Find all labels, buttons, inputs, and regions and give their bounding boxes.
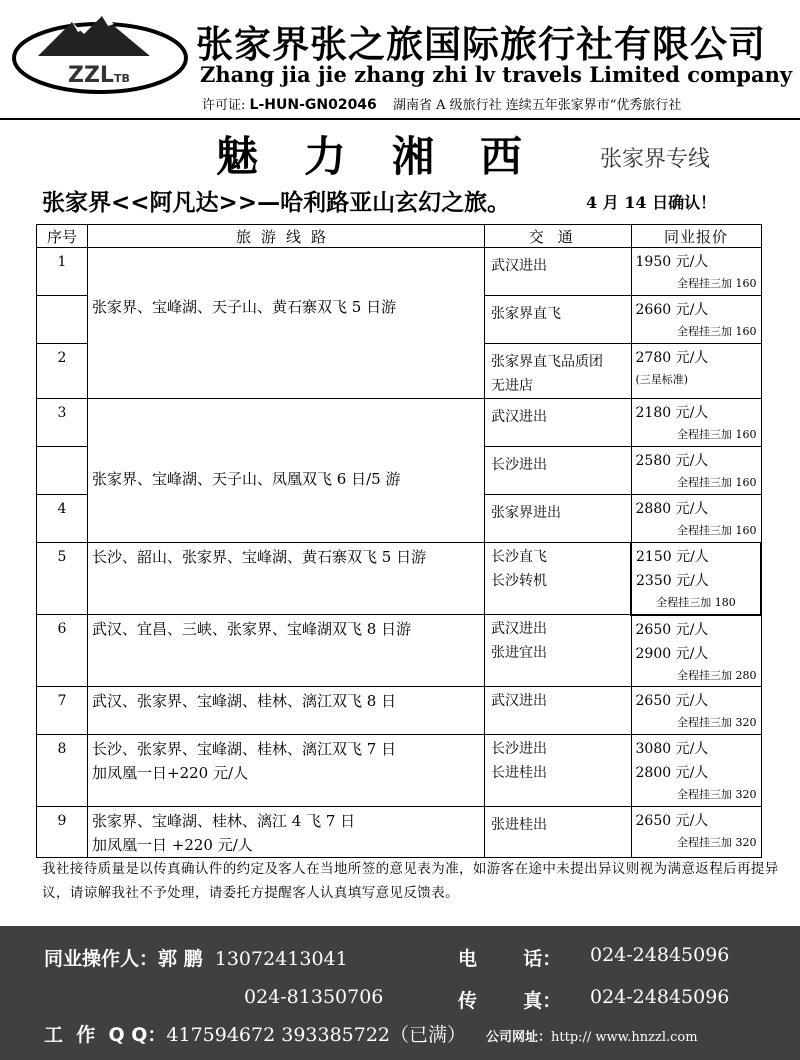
phone-number: 024-24845096	[590, 944, 730, 966]
banner-title: 魅力湘西	[216, 132, 569, 181]
price: 2880 元/人	[635, 501, 709, 517]
company-name-cn: 张家界张之旅国际旅行社有限公司	[196, 23, 766, 66]
fax-number: 024-24845096	[590, 986, 730, 1008]
row-no: 8	[57, 741, 67, 757]
price: 2650 元/人	[635, 813, 709, 829]
transport: 长沙直飞	[491, 549, 547, 565]
transport: 张家界直飞品质团	[491, 354, 603, 370]
table-row	[37, 687, 762, 735]
operator-phone-2: 024-81350706	[244, 986, 384, 1008]
operator-name: 郭 鹏	[158, 948, 203, 970]
transport: 长沙进出	[491, 457, 547, 473]
price: 2650 元/人	[635, 621, 709, 638]
table-row	[37, 248, 762, 296]
table-row	[37, 399, 762, 447]
license-label: 许可证:	[202, 98, 246, 113]
table-row	[37, 807, 762, 858]
confirm-date: 4 月 14 日确认！	[586, 193, 717, 212]
price-note: 全程挂三加 280	[677, 668, 757, 682]
route-name: 张家界、宝峰湖、桂林、漓江 4 飞 7 日	[92, 812, 356, 830]
operator-label: 同业操作人：	[44, 948, 159, 970]
qq-label: 工 作 Q Q：	[44, 1024, 167, 1046]
table-header-row	[37, 225, 762, 248]
route-name: 张家界、宝峰湖、天子山、黄石寨双飞 5 日游	[92, 298, 397, 316]
price-note: 全程挂三加 160	[677, 277, 757, 290]
price-note: 全程挂三加 320	[677, 836, 757, 849]
price: 2150 元/人	[636, 549, 709, 565]
contact-box	[0, 926, 800, 1060]
header-no: 序号	[37, 225, 88, 248]
price-note: 全程挂三加 160	[677, 325, 757, 338]
route-name: 张家界、宝峰湖、天子山、凤凰双飞 6 日/5 游	[92, 469, 401, 488]
price-note: 全程挂三加 180	[656, 596, 736, 609]
route-name: 武汉、张家界、宝峰湖、桂林、漓江双飞 8 日	[92, 692, 397, 710]
price-note: 全程挂三加 160	[677, 476, 757, 489]
transport: 张进桂出	[491, 817, 547, 833]
route-extra: 加凤凰一日 +220 元/人	[92, 836, 253, 854]
header-route: 旅游线路	[88, 225, 485, 248]
price: 2350 元/人	[636, 573, 709, 589]
logo-text: ZZL	[68, 63, 114, 88]
license-note: 湖南省 A 级旅行社 连续五年张家界市“优秀旅行社	[392, 98, 682, 113]
row-no: 3	[57, 405, 67, 421]
license-row	[202, 94, 681, 113]
row-no: 5	[57, 549, 67, 565]
price-note: (三星标准)	[635, 373, 689, 386]
company-logo	[10, 8, 190, 94]
transport: 长沙进出	[491, 741, 547, 757]
service-notice: 我社接待质量是以传真确认件的约定及客人在当地所签的意见表为准，如游客在途中未提出异议则视为满意返程后再提异议，请谅解我社不予处理，请委托方提醒客人认真填写意见反馈表。	[42, 861, 779, 901]
phone-label: 电 话：	[458, 948, 562, 970]
price-note: 全程挂三加 160	[677, 524, 757, 537]
table-row	[37, 735, 762, 807]
transport: 武汉进出	[491, 621, 547, 637]
table-row	[37, 615, 762, 687]
transport: 长沙转机	[491, 573, 547, 589]
price-note: 全程挂三加 320	[677, 788, 757, 801]
row-no: 4	[57, 501, 67, 517]
website-link[interactable]: http:// www.hnzzl.com	[551, 1030, 698, 1045]
price-note: 全程挂三加 320	[677, 716, 757, 729]
transport: 张进宜出	[491, 645, 547, 661]
price: 2800 元/人	[635, 765, 709, 781]
price: 2900 元/人	[635, 645, 709, 662]
transport: 长进桂出	[491, 765, 547, 781]
route-name: 长沙、张家界、宝峰湖、桂林、漓江双飞 7 日	[92, 740, 397, 758]
company-name-en: Zhang jia jie zhang zhi lv travels Limited company	[200, 62, 793, 87]
price: 2780 元/人	[635, 350, 709, 366]
row-no: 1	[57, 254, 67, 270]
license-code: L-HUN-GN02046	[249, 97, 377, 113]
route-name: 武汉、宜昌、三峡、张家界、宝峰湖双飞 8 日游	[92, 620, 412, 638]
fax-label: 传 真：	[458, 990, 562, 1012]
price: 2580 元/人	[635, 453, 709, 469]
tour-headline: 张家界<<阿凡达>>—哈利路亚山玄幻之旅。	[42, 190, 511, 216]
route-extra: 加凤凰一日+220 元/人	[92, 764, 249, 782]
price: 1950 元/人	[635, 254, 709, 270]
price-note: 全程挂三加 160	[677, 428, 757, 441]
route-name: 长沙、韶山、张家界、宝峰湖、黄石寨双飞 5 日游	[92, 548, 427, 566]
banner-subtitle: 张家界专线	[600, 147, 711, 172]
transport: 武汉进出	[491, 409, 547, 425]
mobile-number: 13072413041	[214, 948, 348, 970]
logo-sub: TB	[114, 72, 130, 85]
header-price: 同业报价	[631, 225, 761, 248]
website-label: 公司网址：	[486, 1030, 552, 1045]
transport: 张家界进出	[491, 505, 561, 521]
row-no: 7	[57, 693, 67, 709]
transport: 武汉进出	[491, 258, 547, 274]
row-no: 9	[57, 813, 67, 829]
qq-numbers: 417594672 393385722（已满）	[166, 1024, 467, 1046]
routes-table	[36, 224, 762, 858]
table-row	[37, 543, 762, 615]
header-transport: 交通	[485, 225, 632, 248]
price: 2650 元/人	[635, 693, 709, 709]
transport: 张家界直飞	[491, 306, 561, 322]
price: 3080 元/人	[635, 741, 709, 757]
transport: 武汉进出	[491, 693, 547, 709]
price: 2660 元/人	[635, 302, 709, 318]
row-no: 2	[57, 350, 67, 366]
transport: 无进店	[491, 378, 533, 394]
price: 2180 元/人	[635, 405, 709, 421]
header-divider	[0, 118, 800, 120]
row-no: 6	[57, 621, 67, 637]
